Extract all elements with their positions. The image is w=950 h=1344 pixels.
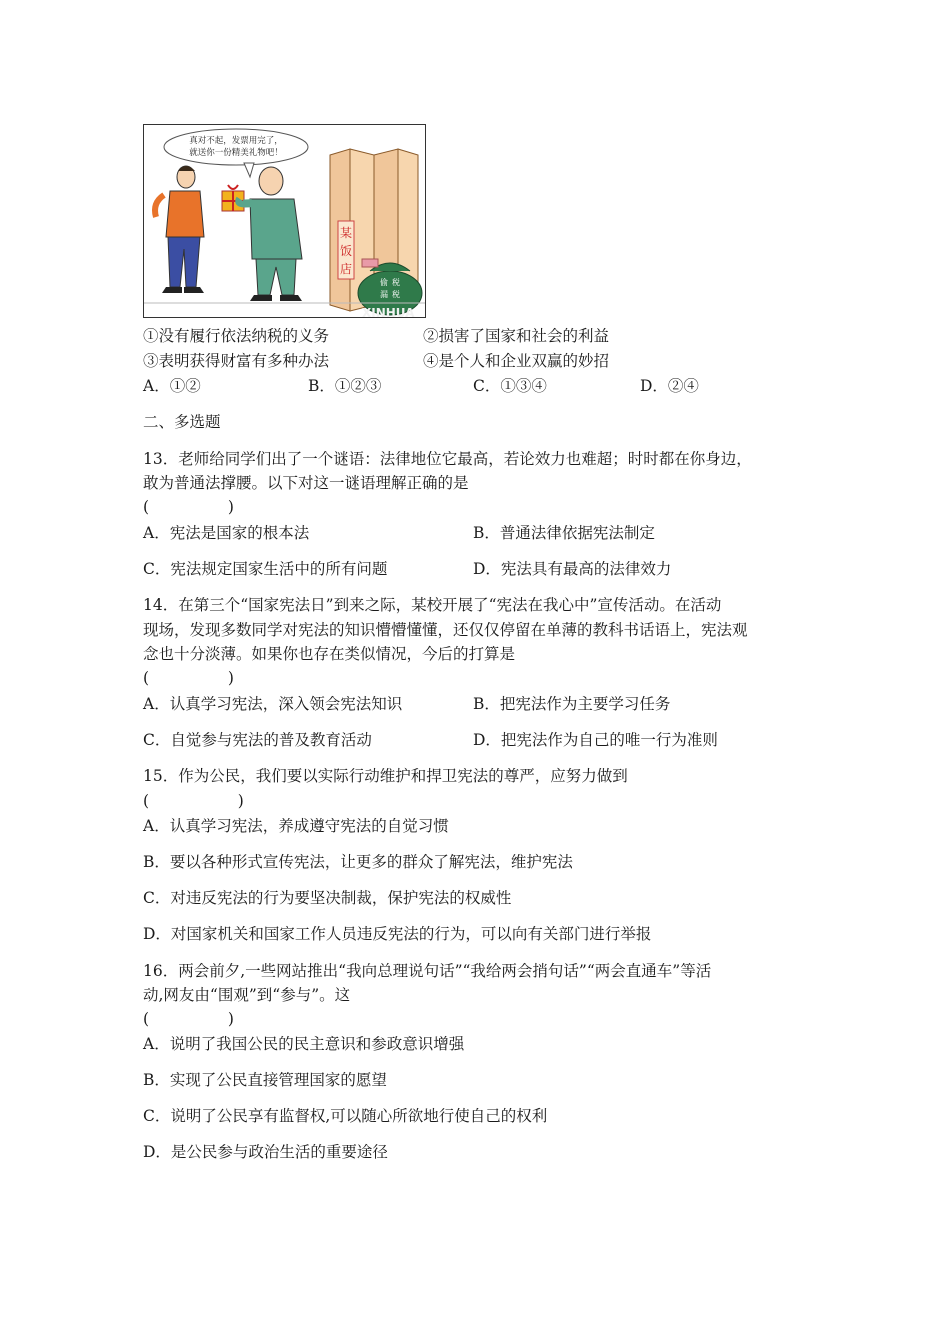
bag-char-3: 漏 xyxy=(380,290,388,299)
section-heading: 二、多选题 xyxy=(143,413,221,431)
speech-line-1: 真对不起，发票用完了， xyxy=(189,136,283,146)
q15-stem-line-1: 15．作为公民，我们要以实际行动维护和捍卫宪法的尊严，应努力做到 xyxy=(143,767,628,785)
q13-stem-line-2: 敢为普通法撑腰。以下对这一谜语理解正确的是 xyxy=(143,474,469,492)
bag-char-1: 偷 xyxy=(380,278,388,287)
tax-evasion-cartoon xyxy=(143,124,426,318)
q16-choice-a: A．说明了我国公民的民主意识和参政意识增强 xyxy=(143,1035,465,1053)
q16-choice-b: B．实现了公民直接管理国家的愿望 xyxy=(143,1071,387,1089)
sign-char-2: 饭 xyxy=(339,244,353,258)
q12-choice-a: A．①② xyxy=(143,377,201,395)
q14-choice-a: A．认真学习宪法，深入领会宪法知识 xyxy=(143,695,403,713)
q12-option-1: ①没有履行依法纳税的义务 xyxy=(143,327,330,345)
q14-choice-d: D．把宪法作为自己的唯一行为准则 xyxy=(473,731,718,749)
q16-stem-line-1: 16．两会前夕,一些网站推出“我向总理说句话”“我给两会捎句话”“两会直通车”等活 xyxy=(143,962,712,980)
q13-choice-b: B．普通法律依据宪法制定 xyxy=(473,524,655,542)
q15-choice-d: D．对国家机关和国家工作人员违反宪法的行为，可以向有关部门进行举报 xyxy=(143,925,652,943)
sign-char-3: 店 xyxy=(339,262,353,276)
q16-choice-d: D．是公民参与政治生活的重要途径 xyxy=(143,1143,388,1161)
q16-answer-paren: ( ) xyxy=(143,1010,234,1028)
q15-choice-b: B．要以各种形式宣传宪法，让更多的群众了解宪法，维护宪法 xyxy=(143,853,573,871)
watermark: XINHUA xyxy=(362,306,415,318)
bag-char-4: 税 xyxy=(392,290,400,299)
bag-char-2: 税 xyxy=(392,278,400,287)
sign-char-1: 某 xyxy=(339,226,353,240)
q13-choice-c: C．宪法规定国家生活中的所有问题 xyxy=(143,560,388,578)
speech-line-2: 就送你一份精美礼物吧！ xyxy=(189,148,283,158)
q12-choice-b: B．①②③ xyxy=(308,377,382,395)
q14-answer-paren: ( ) xyxy=(143,669,234,687)
q15-answer-paren: ( ) xyxy=(143,792,244,810)
q14-stem-line-1: 14．在第三个“国家宪法日”到来之际，某校开展了“宪法在我心中”宣传活动。在活动 xyxy=(143,596,722,614)
q16-stem-line-2: 动,网友由“围观”到“参与”。这 xyxy=(143,986,351,1004)
q14-choice-c: C．自觉参与宪法的普及教育活动 xyxy=(143,731,372,749)
q13-choice-a: A．宪法是国家的根本法 xyxy=(143,524,310,542)
q12-option-3: ③表明获得财富有多种办法 xyxy=(143,352,330,370)
q14-stem-line-3: 念也十分淡薄。如果你也存在类似情况，今后的打算是 xyxy=(143,645,516,663)
q12-choice-c: C．①③④ xyxy=(473,377,547,395)
q14-stem-line-2: 现场，发现多数同学对宪法的知识懵懵懂懂，还仅仅停留在单薄的教科书话语上，宪法观 xyxy=(143,621,748,639)
q12-option-4: ④是个人和企业双赢的妙招 xyxy=(423,352,610,370)
q12-choice-d: D．②④ xyxy=(640,377,699,395)
q15-choice-c: C．对违反宪法的行为要坚决制裁，保护宪法的权威性 xyxy=(143,889,512,907)
cartoon-drawing xyxy=(144,125,426,318)
q12-option-2: ②损害了国家和社会的利益 xyxy=(423,327,610,345)
q14-choice-b: B．把宪法作为主要学习任务 xyxy=(473,695,671,713)
q13-stem-line-1: 13．老师给同学们出了一个谜语：法律地位它最高，若论效力也难超；时时都在你身边， xyxy=(143,450,752,468)
q13-answer-paren: ( ) xyxy=(143,498,234,516)
q13-choice-d: D．宪法具有最高的法律效力 xyxy=(473,560,672,578)
q15-choice-a: A．认真学习宪法，养成遵守宪法的自觉习惯 xyxy=(143,817,449,835)
q16-choice-c: C．说明了公民享有监督权,可以随心所欲地行使自己的权利 xyxy=(143,1107,548,1125)
